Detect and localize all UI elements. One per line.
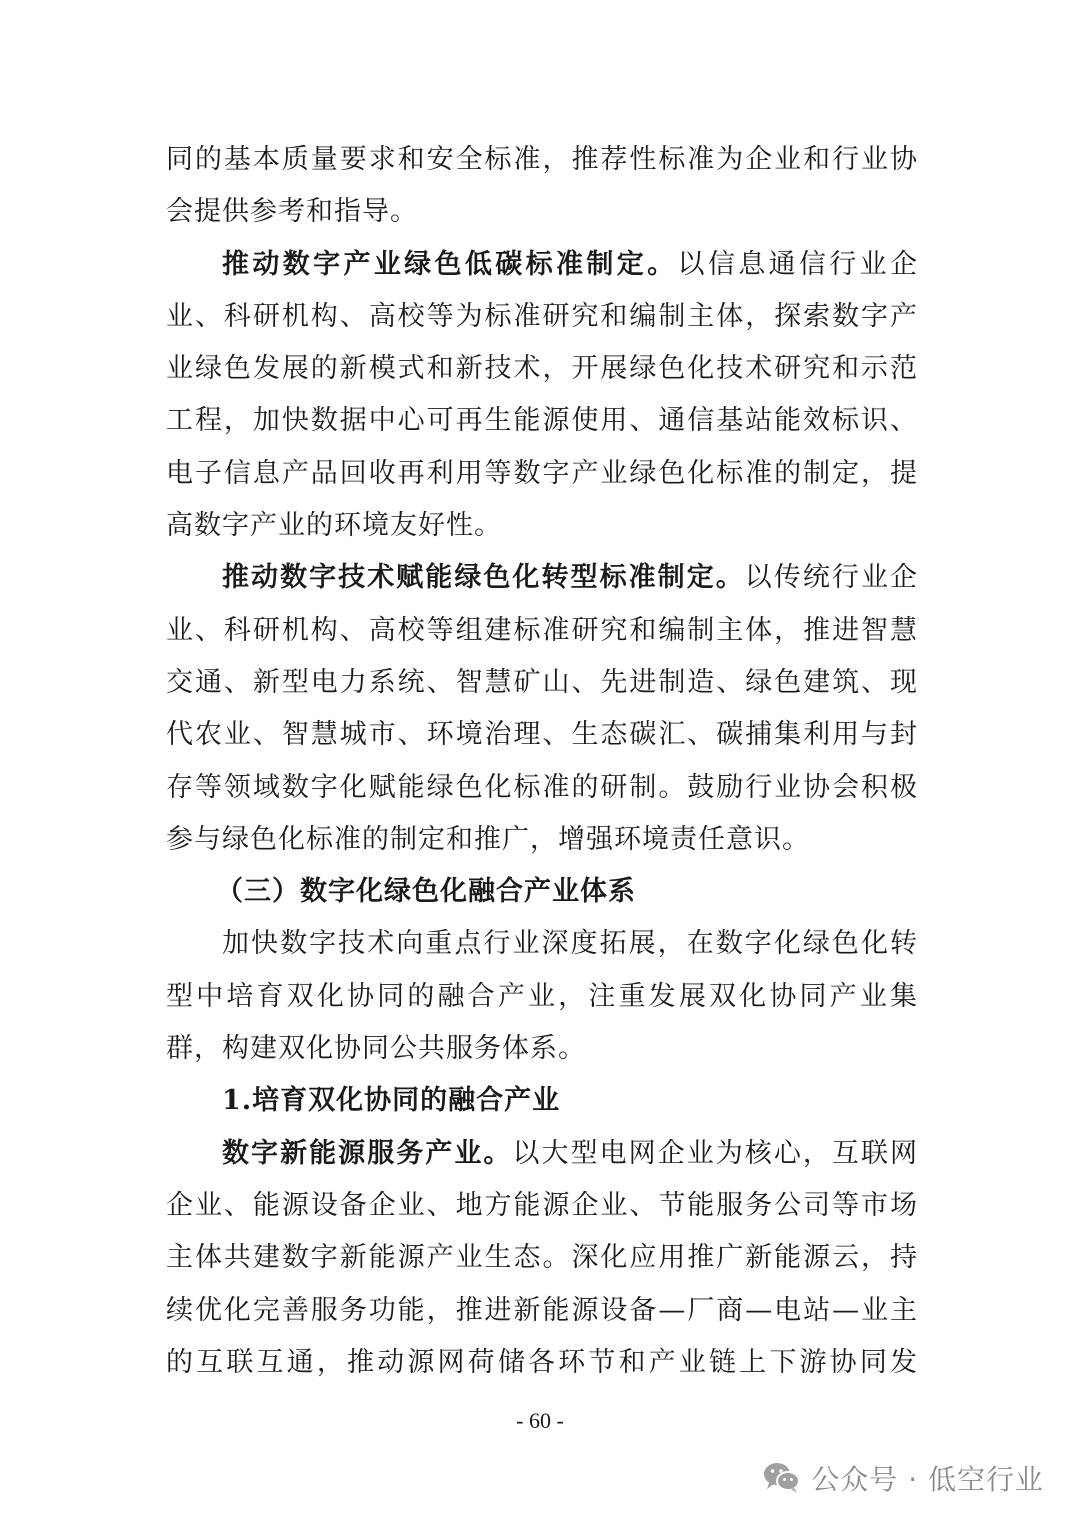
text-line: 的互联互通，推动源网荷储各环节和产业链上下游协同发 bbox=[166, 1346, 918, 1378]
text-line: 业绿色发展的新模式和新技术，开展绿色化技术研究和示范 bbox=[166, 353, 918, 385]
text-line: 工程，加快数据中心可再生能源使用、通信基站能效标识、 bbox=[166, 405, 918, 437]
text-line: 加快数字技术向重点行业深度拓展，在数字化绿色化转 bbox=[222, 928, 918, 960]
text-line bbox=[166, 552, 918, 604]
watermark bbox=[763, 1458, 1044, 1498]
text-line: 主体共建数字新能源产业生态。深化应用推广新能源云，持 bbox=[166, 1242, 918, 1274]
wechat-icon bbox=[763, 1461, 801, 1495]
text-line: 高数字产业的环境友好性。 bbox=[166, 510, 502, 542]
text-line: 企业、能源设备企业、地方能源企业、节能服务公司等市场 bbox=[166, 1189, 918, 1221]
text-run: 以大型电网企业为核心，互联网 bbox=[512, 1137, 919, 1169]
section-heading: （三）数字化绿色化融合产业体系 bbox=[216, 876, 636, 908]
paragraph-lead: 数字新能源服务产业。 bbox=[222, 1137, 513, 1169]
text-line: 群，构建双化协同公共服务体系。 bbox=[166, 1033, 586, 1065]
page-number: - 60 - bbox=[516, 1408, 564, 1433]
text-line: 业、科研机构、高校等组建标准研究和编制主体，推进智慧 bbox=[166, 614, 918, 646]
text-line: 交通、新型电力系统、智慧矿山、先进制造、绿色建筑、现 bbox=[166, 666, 918, 698]
document-body bbox=[166, 134, 918, 1389]
text-line: 业、科研机构、高校等为标准研究和编制主体，探索数字产 bbox=[166, 300, 918, 332]
text-line: 电子信息产品回收再利用等数字产业绿色化标准的制定，提 bbox=[166, 457, 918, 489]
text-line: 参与绿色化标准的制定和推广，增强环境责任意识。 bbox=[166, 823, 810, 855]
watermark-text: 公众号 · 低空行业 bbox=[811, 1463, 1044, 1496]
paragraph-lead: 推动数字技术赋能绿色化转型标准制定。 bbox=[222, 562, 745, 594]
text-run: 以信息通信行业企 bbox=[677, 248, 919, 280]
text-line bbox=[166, 1128, 918, 1180]
text-line: 同的基本质量要求和安全标准，推荐性标准为企业和行业协 bbox=[166, 144, 918, 175]
text-line bbox=[166, 239, 918, 291]
paragraph-lead: 推动数字产业绿色低碳标准制定。 bbox=[222, 248, 678, 280]
text-line: 会提供参考和指导。 bbox=[166, 196, 418, 228]
subsection-heading: 1.培育双化协同的融合产业 bbox=[222, 1085, 561, 1117]
text-line: 型中培育双化协同的融合产业，注重发展双化协同产业集 bbox=[166, 980, 918, 1012]
text-line: 续优化完善服务功能，推进新能源设备—厂商—电站—业主 bbox=[166, 1294, 918, 1326]
text-run: 以传统行业企 bbox=[744, 562, 919, 594]
text-line: 代农业、智慧城市、环境治理、生态碳汇、碳捕集利用与封 bbox=[166, 719, 918, 751]
text-line: 存等领域数字化赋能绿色化标准的研制。鼓励行业协会积极 bbox=[166, 771, 918, 803]
